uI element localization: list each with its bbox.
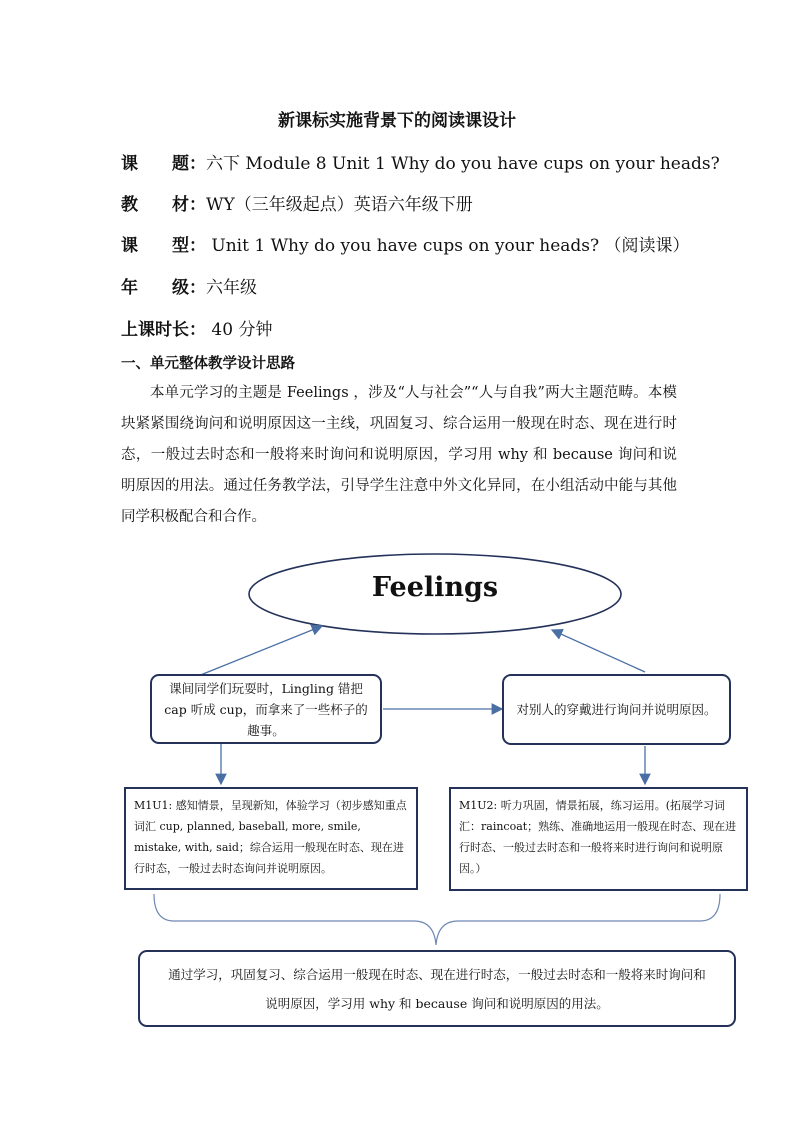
feelings-label: Feelings [371, 572, 499, 603]
duration-label: 上课时长： [121, 320, 206, 340]
brace [154, 894, 720, 945]
page-title: 新课标实施背景下的阅读课设计 [278, 111, 516, 131]
purpose-box: 对别人的穿戴进行询问并说明原因。 [502, 674, 731, 745]
duration-value: 40 分钟 [206, 320, 273, 340]
topic-label: 课 题： [121, 154, 206, 174]
arrow-left-up [198, 626, 322, 676]
section-paragraph: 本单元学习的主题是 Feelings ，涉及“人与社会”“人与自我”两大主题范畴。本模块紧紧围绕询问和说明原因这一主线，巩固复习、综合运用一般现在时态、现在进行时态，一般过去时态和一般将来时询问和说明原因，学习用 why 和 because 询问和说明原因的用法。通过任务教学法，引导学生注意中外文化异同，在小组活动中能与其他同学积极配合和合作。 [121, 385, 677, 525]
arrow-right-up [552, 630, 645, 672]
grade-value: 六年级 [206, 278, 257, 298]
grade-label: 年 级： [121, 278, 206, 298]
material-label: 教 材： [121, 195, 206, 215]
story-box: 课间同学们玩耍时，Lingling 错把 cap 听成 cup，而拿来了一些杯子的趣事。 [150, 674, 382, 744]
m1u2-box: M1U2: 听力巩固，情景拓展，练习运用。(拓展学习词汇：raincoat；熟练、准确地运用一般现在时态、现在进行时态、一般过去时态和一般将来时进行询问和说明原因。） [449, 787, 748, 891]
m1u1-box: M1U1: 感知情景，呈现新知，体验学习（初步感知重点词汇 cup, planned, baseball, more, smile, mistake, with, said；综合运用一般现在时态、现在进行时态，一般过去时态询问并说明原因。 [124, 787, 418, 890]
type-value: Unit 1 Why do you have cups on your heads? （阅读课） [206, 236, 690, 256]
material-value: WY（三年级起点）英语六年级下册 [206, 195, 473, 215]
topic-value: 六下 Module 8 Unit 1 Why do you have cups on your heads? [206, 154, 720, 174]
type-label: 课 型： [121, 236, 206, 256]
section-heading: 一、单元整体教学设计思路 [121, 355, 295, 372]
summary-box: 通过学习，巩固复习、综合运用一般现在时态、现在进行时态，一般过去时态和一般将来时询问和说明原因，学习用 why 和 because 询问和说明原因的用法。 [138, 950, 736, 1027]
